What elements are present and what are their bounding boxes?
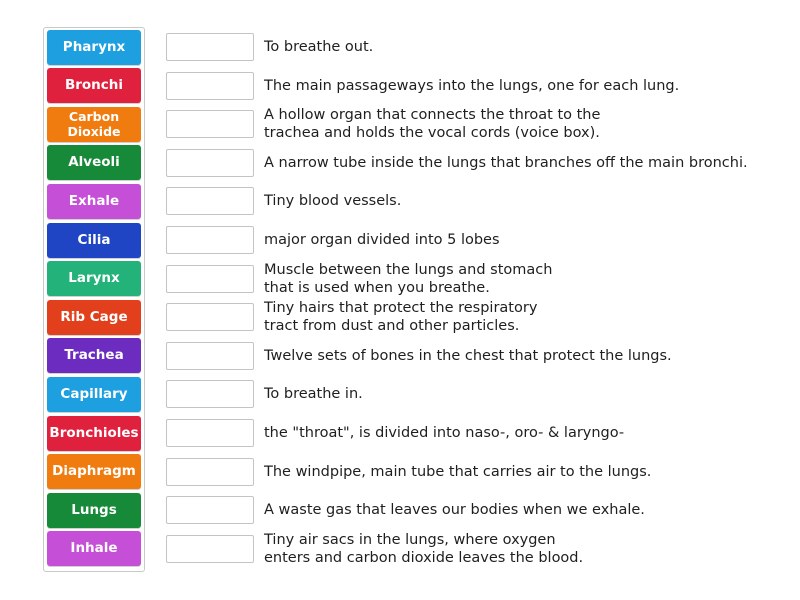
definition-text	[264, 299, 784, 335]
definition-text	[264, 501, 784, 519]
term-tile[interactable]	[47, 493, 141, 528]
answer-drop-box[interactable]	[166, 33, 254, 61]
term-tile-label: Lungs	[71, 501, 117, 518]
definition-line: A waste gas that leaves our bodies when we exhale.	[264, 502, 645, 519]
term-tile[interactable]	[47, 68, 141, 103]
definition-text	[264, 154, 784, 172]
definition-line: tract from dust and other particles.	[264, 318, 520, 335]
term-tile[interactable]	[47, 30, 141, 65]
definition-text	[264, 77, 784, 95]
definition-text	[264, 424, 784, 442]
answer-drop-box[interactable]	[166, 72, 254, 100]
definition-text	[264, 106, 784, 142]
term-tile-label: Pharynx	[62, 38, 126, 55]
answer-drop-box[interactable]	[166, 303, 254, 331]
definition-line: Tiny blood vessels.	[264, 193, 402, 210]
definition-line: that is used when you breathe.	[264, 279, 490, 296]
definition-line: enters and carbon dioxide leaves the blood.	[264, 549, 584, 566]
answer-drop-box[interactable]	[166, 265, 254, 293]
definition-text	[264, 38, 784, 56]
answer-drop-box[interactable]	[166, 187, 254, 215]
definition-line: To breathe out.	[264, 39, 374, 55]
answer-drop-box[interactable]	[166, 149, 254, 177]
term-tile[interactable]	[47, 223, 141, 258]
definition-line: A hollow organ that connects the throat to the	[264, 107, 601, 124]
term-tile[interactable]	[47, 416, 141, 451]
answer-drop-box[interactable]	[166, 535, 254, 563]
definition-line: Tiny hairs that protect the respiratory	[264, 300, 538, 317]
term-tile-label: Larynx	[68, 270, 120, 287]
term-tile[interactable]	[47, 531, 141, 566]
definition-text	[264, 231, 784, 249]
definition-line: major organ divided into 5 lobes	[264, 232, 500, 248]
term-tile-label: Carbon Dioxide	[67, 109, 121, 140]
definition-line: Muscle between the lungs and stomach	[264, 261, 553, 278]
term-tile-label: Inhale	[70, 540, 118, 557]
term-tile-label: Exhale	[68, 192, 120, 209]
term-tile-label: Cilia	[77, 231, 111, 248]
term-tile-label: Bronchioles	[49, 424, 139, 441]
term-tile-label: Capillary	[60, 385, 128, 402]
tile-bank	[43, 27, 145, 572]
term-tile[interactable]	[47, 261, 141, 296]
term-tile-label: Alveoli	[68, 154, 120, 171]
definition-line: A narrow tube inside the lungs that branches off the main bronchi.	[264, 154, 748, 171]
term-tile[interactable]	[47, 338, 141, 373]
term-tile-label: Trachea	[64, 347, 124, 364]
definition-line: The windpipe, main tube that carries air to the lungs.	[264, 463, 652, 480]
definition-text	[264, 347, 784, 365]
term-tile[interactable]	[47, 454, 141, 489]
term-tile-label: Bronchi	[64, 77, 124, 94]
definition-line: Tiny air sacs in the lungs, where oxygen	[264, 531, 556, 548]
definition-line: The main passageways into the lungs, one for each lung.	[264, 77, 680, 94]
answer-drop-box[interactable]	[166, 380, 254, 408]
definition-text	[264, 261, 784, 297]
answer-drop-box[interactable]	[166, 458, 254, 486]
definition-line: the "throat", is divided into naso-, oro- & laryngo-	[264, 425, 625, 441]
term-tile[interactable]	[47, 107, 141, 142]
answer-drop-box[interactable]	[166, 496, 254, 524]
definition-line: To breathe in.	[264, 386, 363, 403]
definition-text	[264, 463, 784, 481]
answer-drop-box[interactable]	[166, 226, 254, 254]
answer-drop-box[interactable]	[166, 419, 254, 447]
term-tile-label: Rib Cage	[60, 308, 128, 325]
term-tile[interactable]	[47, 184, 141, 219]
term-tile[interactable]	[47, 377, 141, 412]
definition-line: trachea and holds the vocal cords (voice box).	[264, 125, 600, 142]
term-tile[interactable]	[47, 145, 141, 180]
definition-text	[264, 531, 784, 567]
definition-text	[264, 385, 784, 403]
term-tile[interactable]	[47, 300, 141, 335]
definition-text	[264, 192, 784, 210]
answer-drop-box[interactable]	[166, 110, 254, 138]
answer-drop-box[interactable]	[166, 342, 254, 370]
term-tile-label: Diaphragm	[52, 463, 136, 480]
definition-line: Twelve sets of bones in the chest that protect the lungs.	[264, 347, 672, 364]
